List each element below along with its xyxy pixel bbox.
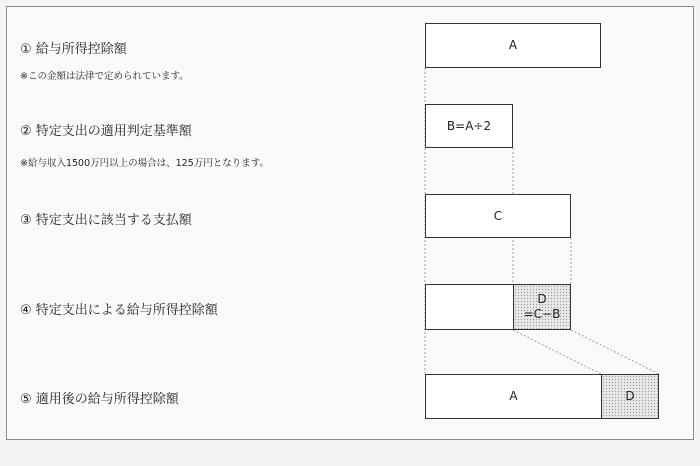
- guide-d-right-diag: [571, 330, 659, 374]
- step-2-label: ② 特定支出の適用判定基準額: [20, 124, 192, 139]
- box-b: B=A÷2: [425, 104, 513, 148]
- step-2-note: ※給与収入1500万円以上の場合は、125万円となります。: [20, 158, 270, 169]
- step-4-label: ④ 特定支出による給与所得控除額: [20, 303, 218, 318]
- box-a: A: [425, 23, 601, 68]
- step-1-note: ※この金額は法律で定められています。: [20, 71, 189, 82]
- box-c: C: [425, 194, 571, 238]
- box-d-formula: =C−B: [523, 307, 561, 321]
- step-3-label: ③ 特定支出に該当する支払額: [20, 213, 192, 228]
- guide-d-left-diag: [513, 330, 601, 374]
- box-final-a: A: [425, 374, 602, 419]
- step-5-label: ⑤ 適用後の給与所得控除額: [20, 392, 179, 407]
- box-d: [513, 284, 571, 330]
- box-final-d: D: [601, 374, 659, 419]
- box-b-portion: [425, 284, 514, 330]
- step-1-label: ① 給与所得控除額: [20, 42, 127, 57]
- box-d-label: D: [537, 292, 547, 306]
